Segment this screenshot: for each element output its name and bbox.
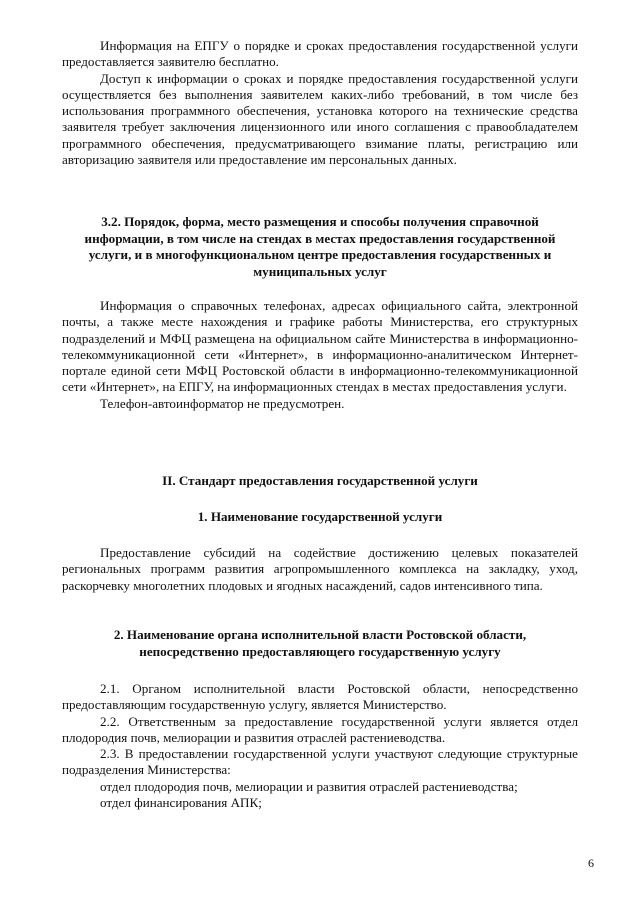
list-item: отдел финансирования АПК; bbox=[100, 795, 262, 811]
paragraph: 2.1. Органом исполнительной власти Ростовской области, непосредственно предоставляющим государственную услугу, является Министерство. bbox=[62, 681, 578, 713]
section-heading-1: 1. Наименование государственной услуги bbox=[197, 509, 443, 524]
service-name-block bbox=[62, 545, 578, 594]
paragraph: 2.3. В предоставлении государственной услуги участвуют следующие структурные подразделения Министерства: bbox=[62, 746, 578, 778]
section-heading-3-2: 3.2. Порядок, форма, место размещения и способы получения справочной информации, в том числе на стендах в местах предоставления государственной услуги, и в многофункциональном центре предоставления государственных и муниципальных услуг bbox=[84, 214, 556, 279]
paragraph: Телефон-автоинформатор не предусмотрен. bbox=[100, 395, 345, 411]
authority-block bbox=[62, 681, 578, 811]
paragraph: Предоставление субсидий на содействие достижению целевых показателей региональных программ развития агропромышленного комплекса на закладку, уход, раскорчевку многолетних плодовых и ягодных насаждений, садов интенсивного типа. bbox=[62, 545, 578, 593]
page-number: 6 bbox=[588, 856, 594, 870]
paragraph: Информация на ЕПГУ о порядке и сроках предоставления государственной услуги предоставляется заявителю бесплатно. bbox=[62, 38, 578, 70]
list-item: отдел плодородия почв, мелиорации и развития отраслей растениеводства; bbox=[100, 778, 518, 794]
paragraph: Доступ к информации о сроках и порядке предоставления государственной услуги осуществляется без выполнения заявителем каких-либо требований, в том числе без использования программного обеспечения, установка которого на технические средства заявителя требует заключения лицензионного или иного соглашения с правообладателем программного обеспечения, предусматривающего взимание платы, регистрацию или авторизацию заявителя или предоставление им персональных данных. bbox=[62, 70, 578, 168]
contacts-block bbox=[62, 298, 578, 412]
chapter-heading: II. Стандарт предоставления государственной услуги bbox=[162, 473, 478, 488]
intro-block bbox=[62, 38, 578, 168]
paragraph: Информация о справочных телефонах, адресах официального сайта, электронной почты, а также месте нахождения и графике работы Министерства, его структурных подразделений и МФЦ размещена на официальном сайте Министерства в информационно-телекоммуникационной сети «Интернет», в информационно-аналитическом Интернет-портале единой сети МФЦ Ростовской области в информационно-телекоммуникационной сети «Интернет», на ЕПГУ, на информационных стендах в местах предоставления услуги. bbox=[62, 298, 578, 395]
paragraph: 2.2. Ответственным за предоставление государственной услуги является отдел плодородия почв, мелиорации и развития отраслей растениеводства. bbox=[62, 713, 578, 745]
section-heading-2: 2. Наименование органа исполнительной власти Ростовской области, непосредственно предоставляющего государственную услугу bbox=[113, 627, 527, 659]
